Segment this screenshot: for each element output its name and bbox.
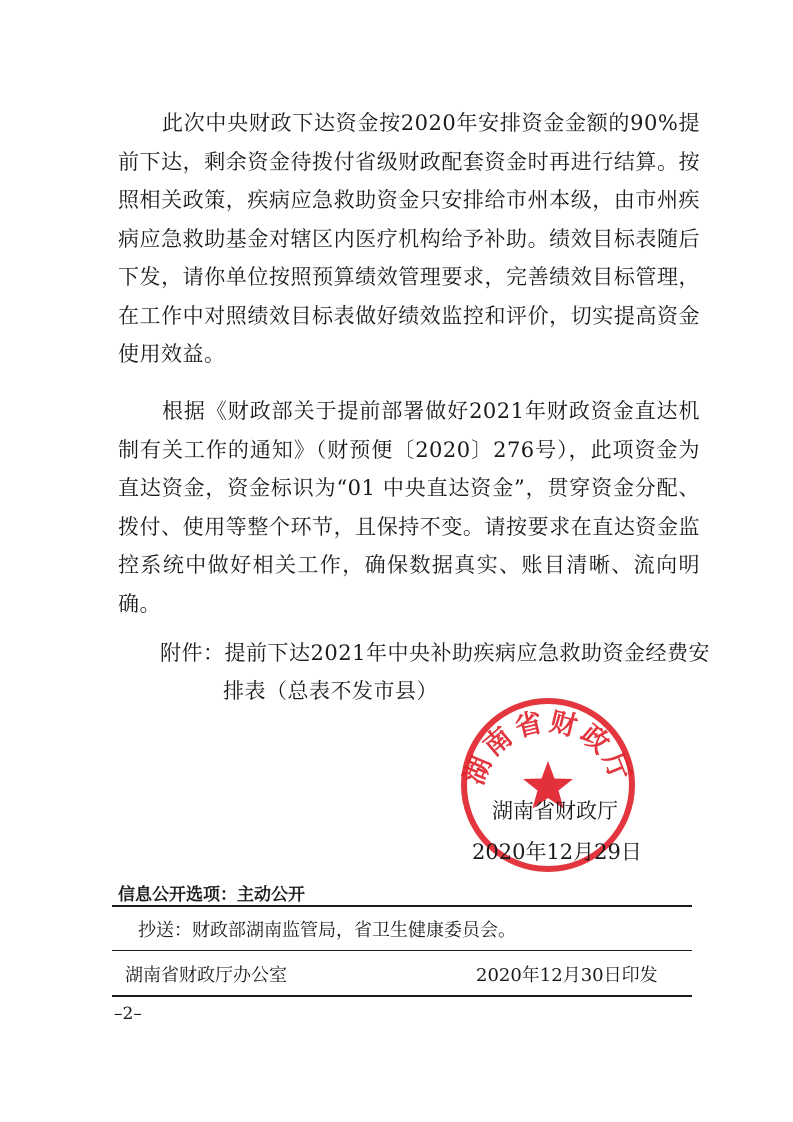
attachment-line-2: 排表（总表不发市县） [223,679,438,703]
divider-middle [112,950,692,951]
print-date: 2020年12月30日印发 [476,965,658,986]
cc-line: 抄送：财政部湖南监管局，省卫生健康委员会。 [138,920,516,941]
signature-date: 2020年12月29日 [472,840,642,864]
body-paragraph-1: 此次中央财政下达资金按2020年安排资金金额的90%提前下达，剩余资金待拨付省级财政配套资金时再进行结算。按照相关政策，疾病应急救助资金只安排给市州本级，由市州疾病应急救助基金对辖区内医疗机构给予补助。绩效目标表随后下发，请你单位按照预算绩效管理要求，完善绩效目标管理，在工作中对照绩效目标表做好绩效监控和评价，切实提高资金使用效益。 [118,111,700,366]
divider-bottom [112,995,692,997]
attachment-line-1: 附件：提前下达2021年中央补助疾病应急救助资金经费安 [160,641,710,665]
issuing-office: 湖南省财政厅办公室 [125,965,287,986]
page-number: –2– [114,1004,142,1024]
disclosure-option: 信息公开选项：主动公开 [118,885,305,905]
seal-text: 湖南省财政厅 [458,706,638,790]
signature-organization: 湖南省财政厅 [492,799,618,823]
divider-top [112,905,692,907]
body-paragraph-2: 根据《财政部关于提前部署做好2021年财政资金直达机制有关工作的通知》（财预便〔2020〕276号），此项资金为直达资金，资金标识为“01 中央直达资金”，贯穿资金分配、拨付、使用等整个环节，且保持不变。请按要求在直达资金监控系统中做好相关工作，确保数据真实、账目清晰、流向明确。 [118,399,700,616]
